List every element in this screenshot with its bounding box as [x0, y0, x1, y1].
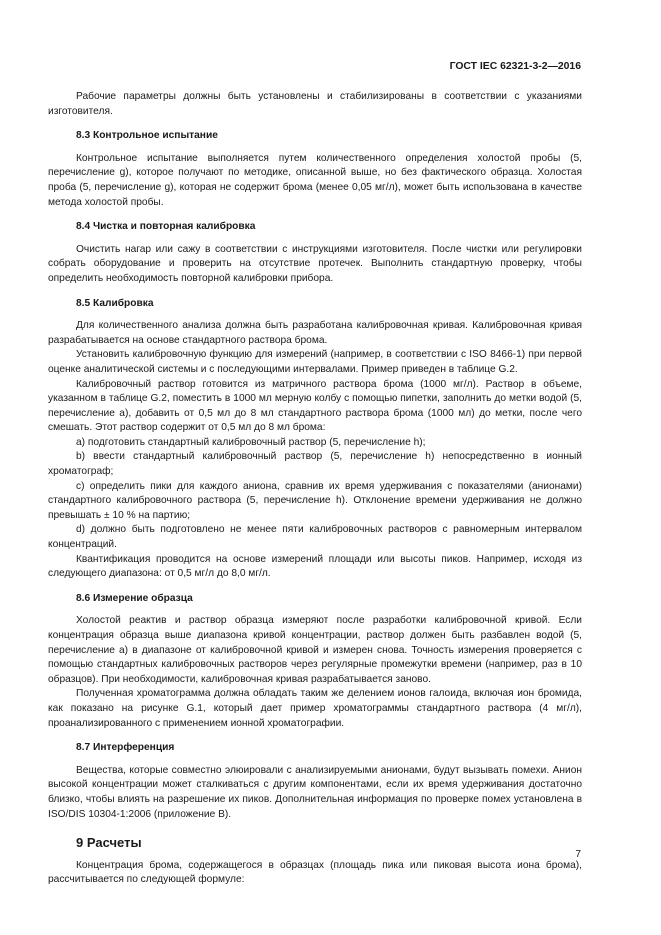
- list-item-a: a) подготовить стандартный калибровочный раствор (5, перечисление h);: [76, 436, 426, 448]
- section-8-6-paragraph-1: Холостой реактив и раствор образца измеряют после разработки калибровочной кривой. Если концентрация образца выше диапазона кривой концентрации, раствор должен быть разбавлен водой (5, перечисление а) в диапазоне от калибровочной кривой и измерен снова. Точность измерения проверяется с помощью стандартных калибровочных растворов через регулярные промежутки времени (например, раз в 10 образцов). При необходимости, калибровочная кривая разрабатывается заново.: [48, 615, 582, 685]
- section-9-title: 9 Расчеты: [76, 835, 142, 851]
- list-item-d: d) должно быть подготовлено не менее пяти калибровочных растворов с равномерным интервалом концентраций.: [48, 524, 582, 551]
- section-8-5-paragraph-1: Для количественного анализа должна быть разработана калибровочная кривая. Калибровочная кривая разрабатывается на основе стандартного раствора брома.: [48, 320, 582, 346]
- section-9-paragraph: Концентрация брома, содержащегося в образцах (площадь пика или пиковая высота иона брома), рассчитывается по следующей формуле:: [48, 859, 582, 886]
- section-8-5-title: 8.5 Калибровка: [76, 297, 154, 309]
- list-item-b: b) ввести стандартный калибровочный раствор (5, перечисление h) непосредственно в ионный хроматограф;: [48, 451, 582, 478]
- section-8-3-paragraph: Контрольное испытание выполняется путем количественного определения холостой пробы (5, перечисление g), которое получают по методике, описанной выше, но без фактического образца. Холостая проба (5, перечисление g), которая не содержит брома (менее 0,05 мг/л), может быть использована в качестве метода холостой пробы.: [48, 152, 582, 208]
- section-8-5-paragraph-2: Установить калибровочную функцию для измерений (например, в соответствии с ISO 8466-1) при первой оценке аналитической системы и с последующими интервалами. Пример приведен в таблице G.2.: [48, 349, 582, 375]
- section-8-4-paragraph: Очистить нагар или сажу в соответствии с инструкциями изготовителя. После чистки или регулировки собрать оборудование и проверить на отсутствие протечек. Выполнить стандартную проверку, чтобы определить необходимость повторной калибровки прибора.: [48, 243, 582, 284]
- section-8-6-title: 8.6 Измерение образца: [76, 592, 193, 604]
- intro-paragraph: Рабочие параметры должны быть установлены и стабилизированы в соответствии с указаниями изготовителя.: [48, 91, 582, 117]
- section-8-5-paragraph-4: Квантификация проводится на основе измерений площади или высоты пиков. Например, исходя из следующего диапазона: от 0,5 мг/л до 8,0 мг/л.: [48, 553, 582, 580]
- page-number: 7: [575, 849, 581, 860]
- section-8-5-paragraph-3: Калибровочный раствор готовится из матричного раствора брома (1000 мг/л). Раствор в объеме, указанном в таблице G.2, поместить в 1000 мл мерную колбу с помощью пипетки, заполнить до метки водой (5, перечисление а), добавить от 0,5 мл до 8 мл стандартного раствора брома (1000 мл) до метки, после чего смешать. Этот раствор содержит от 0,5 мл до 8 мл брома:: [48, 378, 582, 434]
- list-item-c: c) определить пики для каждого аниона, сравнив их время удерживания с показателями (анионами) стандартного калибровочного раствора (5, перечисление h). Отклонение времени удерживания не должно превышать ± 10 % на партию;: [48, 480, 582, 521]
- section-8-3-title: 8.3 Контрольное испытание: [76, 130, 218, 142]
- section-8-6-paragraph-2: Полученная хроматограмма должна обладать таким же делением ионов галоида, включая ион бромида, как показано на рисунке G.1, который дает пример хроматограммы стандартного раствора (4 мг/л), проанализированного с применением ионной хроматографии.: [48, 688, 582, 729]
- document-header: ГОСТ IEC 62321-3-2—2016: [449, 61, 581, 72]
- document-body: [48, 90, 582, 888]
- section-8-7-paragraph: Вещества, которые совместно элюировали с анализируемыми анионами, будут вызывать помехи. Анион высокой концентрации может сталкиваться с другим компонентами, если их время удерживания достаточно близко, чтобы влиять на разрешение их пиков. Дополнительная информация по проверке помех установлена в ISO/DIS 10304-1:2006 (приложение В).: [48, 764, 582, 820]
- section-8-7-title: 8.7 Интерференция: [76, 742, 175, 754]
- section-8-4-title: 8.4 Чистка и повторная калибровка: [76, 221, 256, 233]
